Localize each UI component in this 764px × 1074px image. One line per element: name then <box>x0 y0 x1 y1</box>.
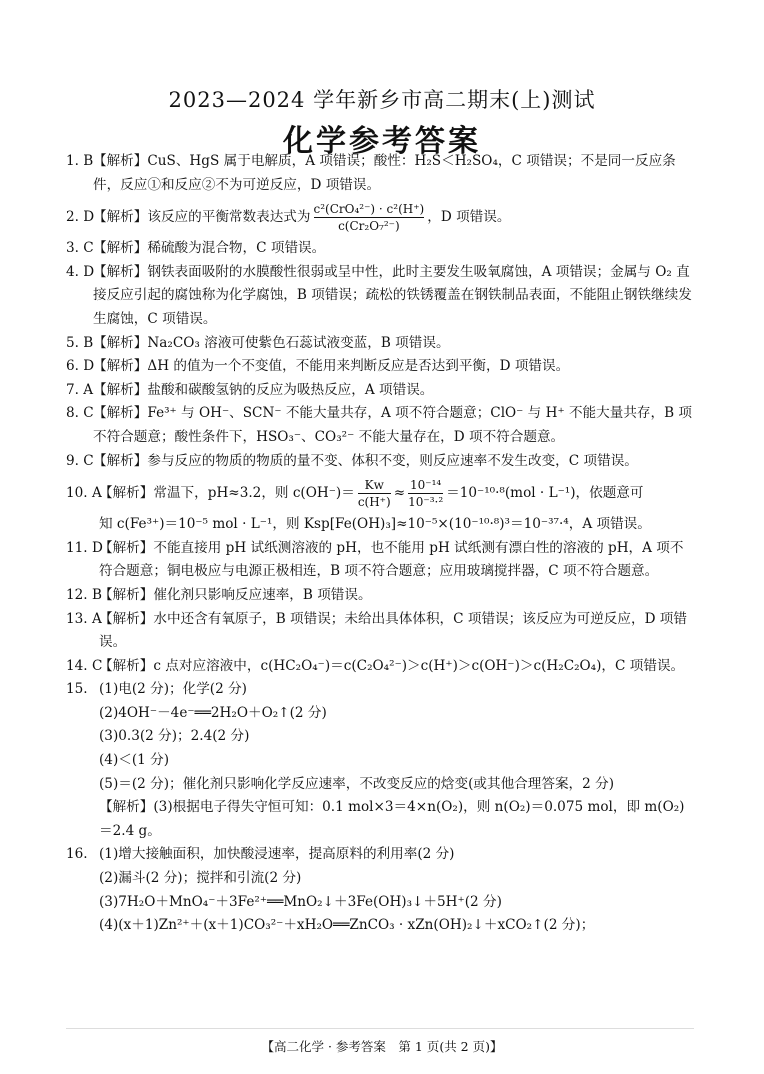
answer-15 <box>66 678 694 843</box>
answer-8 <box>66 402 694 449</box>
answer-5 <box>66 332 694 356</box>
fraction-denominator: 10⁻³·² <box>408 495 444 510</box>
answer-text: 【解析】c 点对应溶液中，c(HC₂O₄⁻)＝c(C₂O₄²⁻)＞c(H⁺)＞c(OH⁻)＞c(H₂C₂O₄)，C 项错误。 <box>99 657 685 674</box>
answer-text: 【解析】该反应的平衡常数表达式为 <box>93 209 311 226</box>
answer-list <box>66 150 694 938</box>
equilibrium-constant-fraction <box>314 201 425 234</box>
answer-line: (1)增大接触面积，加快酸浸速率，提高原料的利用率(2 分) <box>99 846 455 863</box>
answer-number: 4. D <box>66 263 95 280</box>
answer-number: 2. D <box>66 209 95 226</box>
answer-text: ，D 项错误。 <box>427 209 511 226</box>
answer-text: 【解析】参与反应的物质的物质的量不变、体积不变，则反应速率不发生改变，C 项错误。 <box>93 452 638 469</box>
answer-text: ＝10⁻¹⁰·⁸(mol · L⁻¹)，依题意可 <box>446 485 644 502</box>
answer-text: 【解析】Na₂CO₃ 溶液可使紫色石蕊试液变蓝，B 项错误。 <box>93 334 450 351</box>
answer-line: (5)＝(2 分)；催化剂只影响化学反应速率，不改变反应的焓变(或其他合理答案，2 分) <box>99 775 615 792</box>
page-footer: 【高二化学 · 参考答案 第 1 页(共 2 页)】 <box>261 1039 503 1054</box>
answer-number: 7. A <box>66 381 94 398</box>
answer-text: 【解析】常温下，pH≈3.2，则 c(OH⁻)＝ <box>99 485 355 502</box>
answer-16 <box>66 843 694 937</box>
fraction-numerator: Kw <box>364 478 384 493</box>
answer-text: ≈ <box>393 485 406 502</box>
answer-number: 9. C <box>66 452 94 469</box>
answer-text: 【解析】水中还含有氧原子，B 项错误；未给出具体体积，C 项错误；该反应为可逆反应，D 项错误。 <box>99 610 687 651</box>
answer-number: 5. B <box>66 334 94 351</box>
answer-line: (3)0.3(2 分)；2.4(2 分) <box>99 728 250 745</box>
answer-7 <box>66 379 694 403</box>
answer-number: 11. D <box>66 539 103 556</box>
answer-line: (4)(x＋1)Zn²⁺＋(x＋1)CO₃²⁻＋xH₂O══ZnCO₃ · xZn(OH)₂↓＋xCO₂↑(2 分)； <box>99 917 595 934</box>
fraction-denominator: c(Cr₂O₇²⁻) <box>314 217 425 234</box>
answer-text-line2: 知 c(Fe³⁺)＝10⁻⁵ mol · L⁻¹，则 Ksp[Fe(OH)₃]≈10⁻⁵×(10⁻¹⁰·⁸)³＝10⁻³⁷·⁴，A 项错误。 <box>99 516 651 533</box>
fraction-denominator: c(H⁺) <box>357 495 391 510</box>
answer-9 <box>66 450 694 474</box>
answer-text: 【解析】盐酸和碳酸氢钠的反应为吸热反应，A 项错误。 <box>93 381 434 398</box>
kw-fraction <box>358 477 391 510</box>
fraction-numerator: 10⁻¹⁴ <box>410 478 442 493</box>
answer-6 <box>66 355 694 379</box>
answer-text: 【解析】CuS、HgS 属于电解质，A 项错误；酸性：H₂S＜H₂SO₄，C 项错误；不是同一反应条件，反应①和反应②不为可逆反应，D 项错误。 <box>93 153 676 193</box>
footer-divider <box>66 1028 694 1029</box>
page-subtitle: 化学参考答案 <box>283 124 481 159</box>
answer-number: 13. A <box>66 610 102 627</box>
answer-text: 【解析】Fe³⁺ 与 OH⁻、SCN⁻ 不能大量共存，A 项不符合题意；ClO⁻ 与 H⁺ 不能大量共存，B 项不符合题意；酸性条件下，HSO₃⁻、CO₃²⁻ 不能大量存在，D 项不符合题意。 <box>93 405 693 445</box>
answer-number: 1. B <box>66 153 94 169</box>
answer-2 <box>66 197 694 237</box>
fraction-numerator: c²(CrO₄²⁻) · c²(H⁺) <box>313 202 425 217</box>
answer-number: 6. D <box>66 358 95 375</box>
answer-11 <box>66 537 694 584</box>
answer-line: (1)电(2 分)；化学(2 分) <box>99 681 247 698</box>
answer-line: (2)漏斗(2 分)；搅拌和引流(2 分) <box>99 870 302 887</box>
answer-text: 【解析】不能直接用 pH 试纸测溶液的 pH，也不能用 pH 试纸测有漂白性的溶液的 pH，A 项不符合题意；铜电极应与电源正极相连，B 项不符合题意；应用玻璃搅拌器，C 项不符合题意。 <box>99 539 684 580</box>
page-title: 2023—2024 学年新乡市高二期末(上)测试 <box>168 88 596 112</box>
answer-number: 16. <box>66 846 88 863</box>
answer-number: 10. A <box>66 485 102 502</box>
answer-number: 12. B <box>66 586 102 603</box>
answer-4 <box>66 261 694 332</box>
answer-3 <box>66 237 694 261</box>
answer-10 <box>66 473 694 537</box>
power-fraction <box>408 477 443 510</box>
answer-13 <box>66 608 694 655</box>
answer-text: 【解析】钢铁表面吸附的水膜酸性很弱或呈中性，此时主要发生吸氧腐蚀，A 项错误；金属与 O₂ 直接反应引起的腐蚀称为化学腐蚀，B 项错误；疏松的铁锈覆盖在钢铁制品表面，不能阻止钢铁继续发生腐蚀，C 项错误。 <box>93 263 692 327</box>
answer-number: 8. C <box>66 405 94 422</box>
answer-number: 3. C <box>66 240 94 257</box>
answer-text: 【解析】催化剂只影响反应速率，B 项错误。 <box>99 586 372 603</box>
answer-explanation: 【解析】(3)根据电子得失守恒可知：0.1 mol×3＝4×n(O₂)，则 n(O₂)＝0.075 mol，即 m(O₂)＝2.4 g。 <box>99 799 685 839</box>
answer-line: (2)4OH⁻－4e⁻══2H₂O＋O₂↑(2 分) <box>99 704 327 721</box>
answer-line: (4)＜(1 分) <box>99 752 170 769</box>
answer-14 <box>66 655 694 679</box>
answer-number: 15. <box>66 681 88 698</box>
answer-line: (3)7H₂O＋MnO₄⁻＋3Fe²⁺══MnO₂↓＋3Fe(OH)₃↓＋5H⁺(2 分) <box>99 893 502 910</box>
answer-1 <box>66 150 694 197</box>
answer-number: 14. C <box>66 657 103 674</box>
answer-12 <box>66 584 694 608</box>
answer-text: 【解析】稀硫酸为混合物，C 项错误。 <box>93 240 326 257</box>
answer-text: 【解析】ΔH 的值为一个不变值，不能用来判断反应是否达到平衡，D 项错误。 <box>93 358 570 375</box>
